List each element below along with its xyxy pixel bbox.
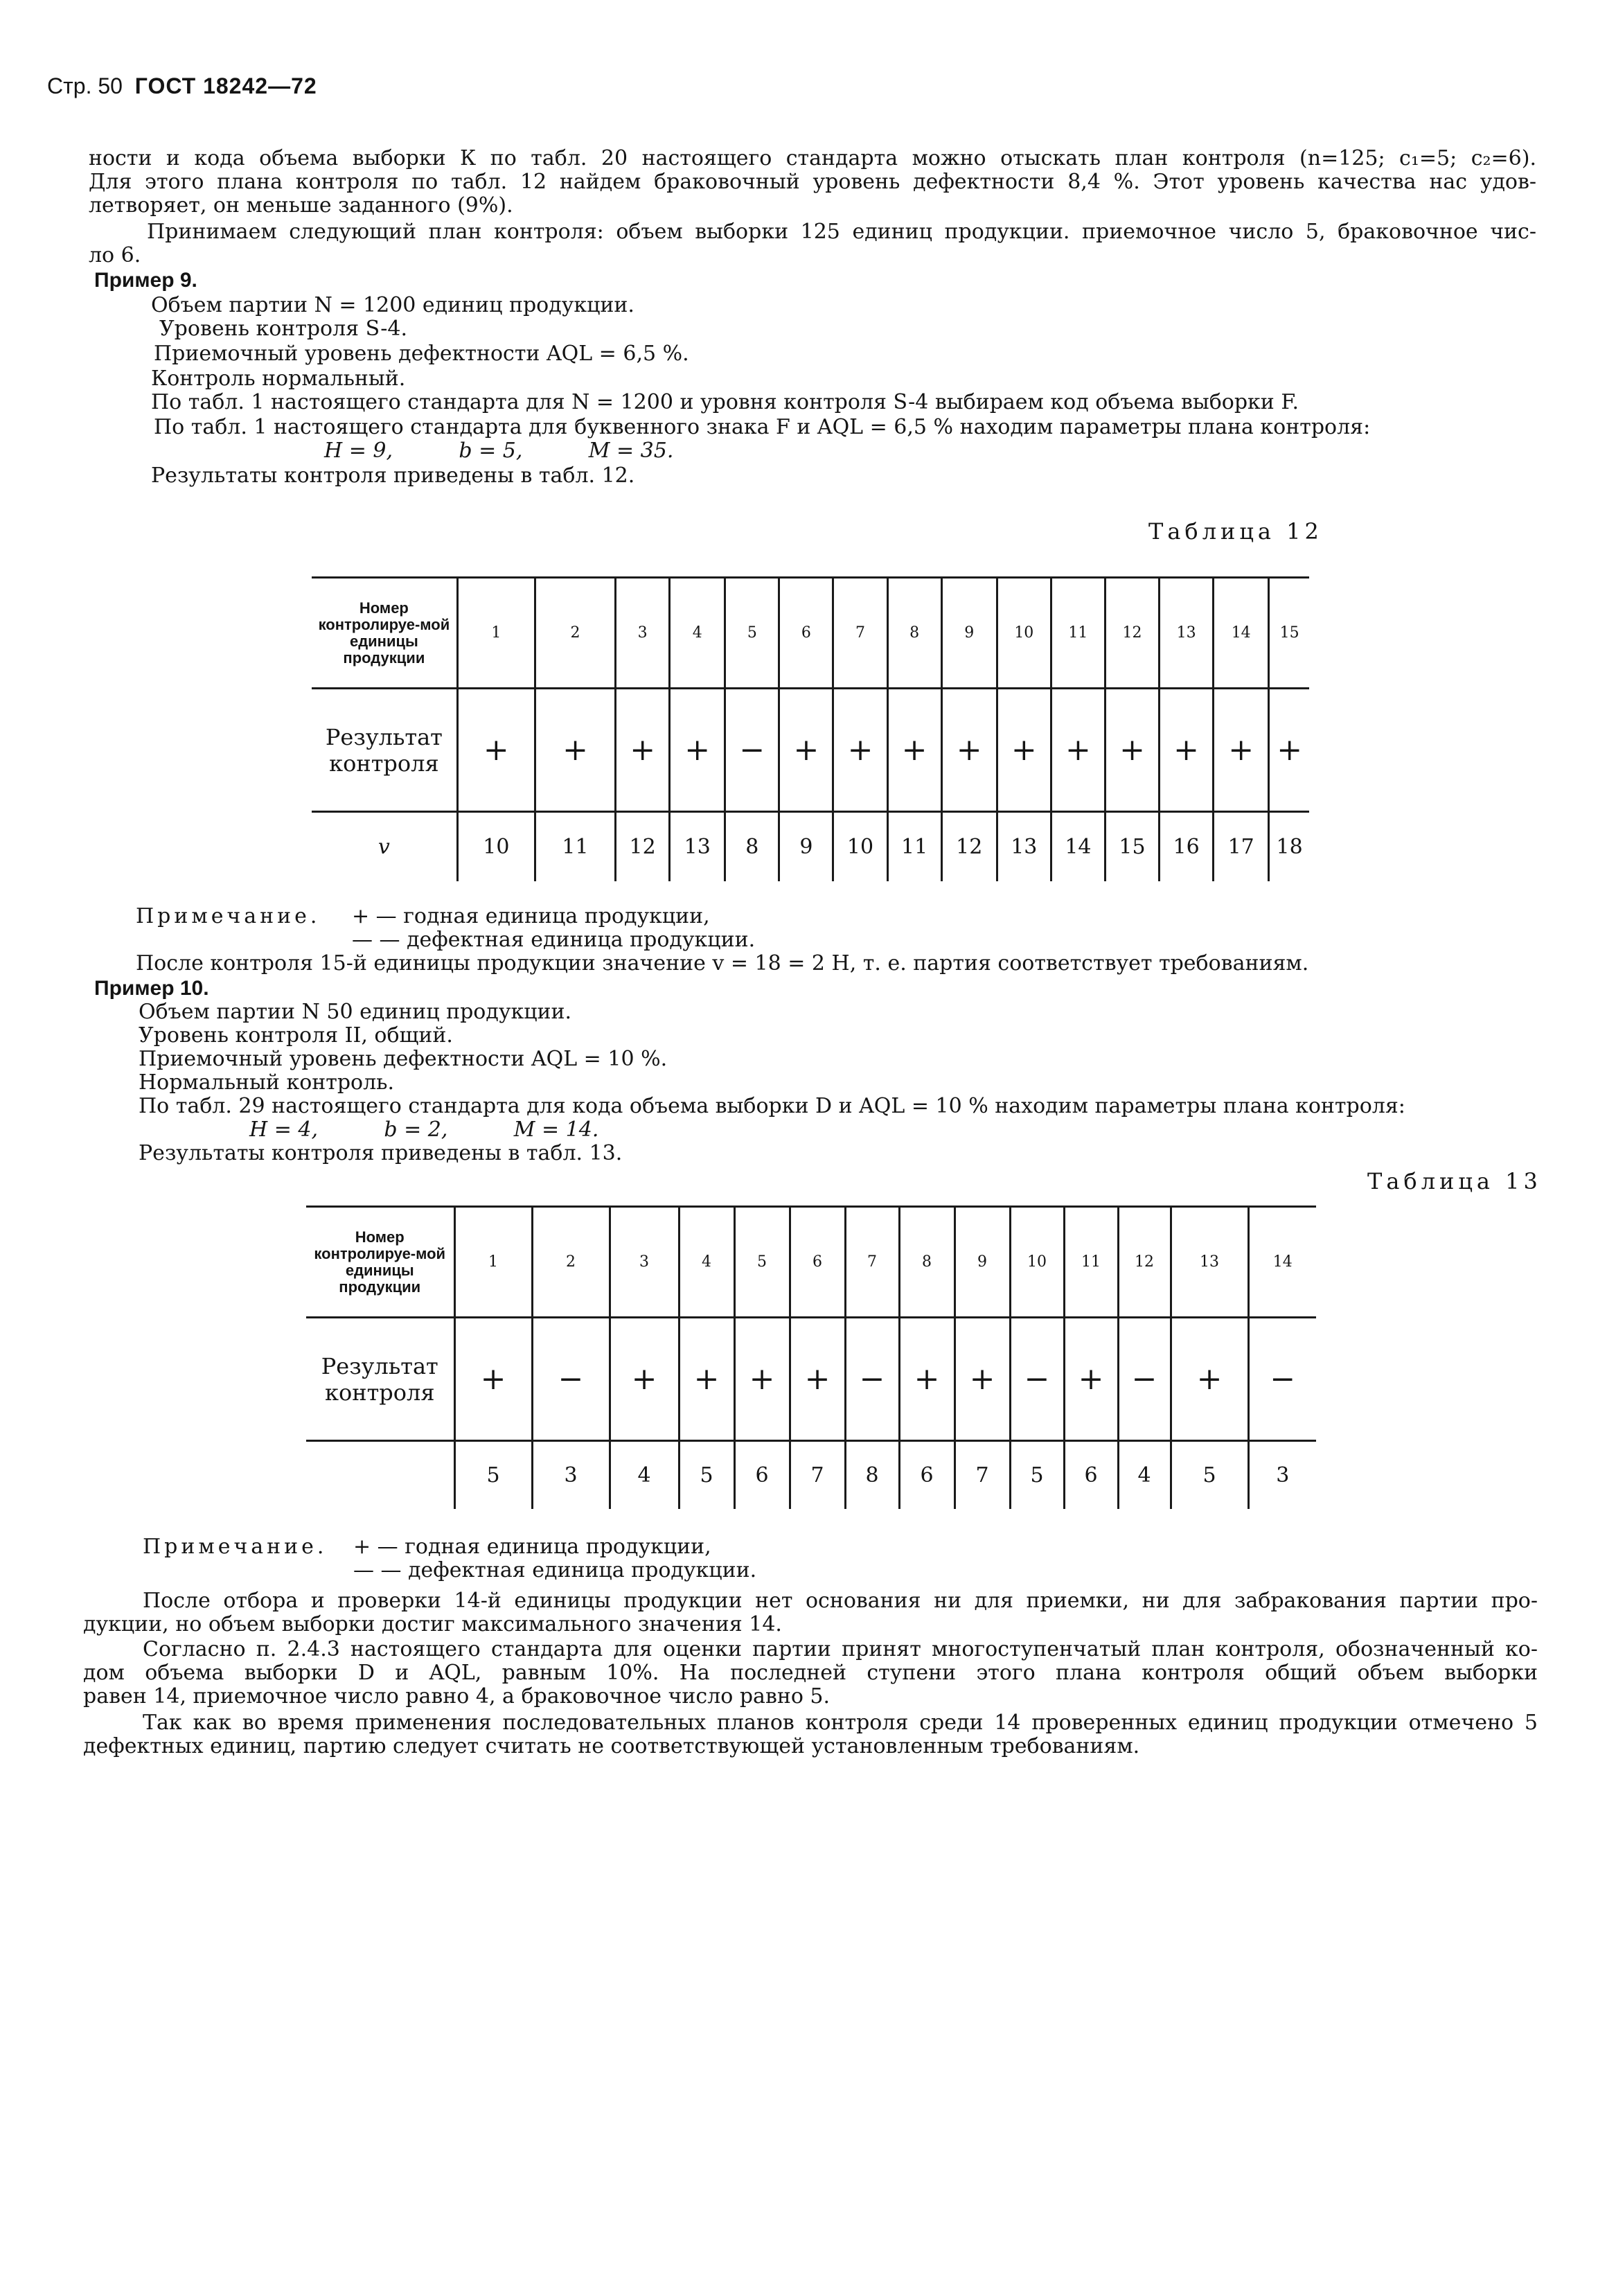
t13-result: + — [679, 1318, 734, 1441]
t13-value: 8 — [845, 1441, 899, 1509]
example-10-title: Пример 10. — [94, 977, 209, 1000]
table-12-result-label: Результат контроля — [312, 689, 457, 812]
table-13-number-row — [306, 1207, 1316, 1318]
page-header — [47, 73, 317, 99]
table-12-caption: Таблица 12 — [1148, 518, 1323, 545]
table-13-caption: Таблица 13 — [1367, 1168, 1542, 1194]
conclusion-p1a: После отбора и проверки 14-й единицы продукции нет основания ни для приемки, ни для забракования партии про- — [143, 1589, 1538, 1613]
t13-v-label-empty — [306, 1441, 454, 1509]
note-13-line-2: — — дефектная единица продукции. — [353, 1558, 757, 1582]
t12-num: 9 — [941, 578, 997, 689]
t13-result: + — [610, 1318, 679, 1441]
ex9-line-3: Приемочный уровень дефектности AQL = 6,5 %. — [154, 342, 689, 366]
t12-value: 13 — [670, 812, 725, 881]
t12-result: + — [997, 689, 1051, 812]
table-12-result-row — [312, 689, 1309, 812]
t12-num: 5 — [725, 578, 779, 689]
example-9-title: Пример 9. — [94, 269, 197, 292]
t12-result: + — [1160, 689, 1214, 812]
t12-num: 14 — [1214, 578, 1269, 689]
t12-value: 14 — [1051, 812, 1105, 881]
t12-num: 3 — [616, 578, 670, 689]
t12-result: + — [616, 689, 670, 812]
t12-value: 11 — [887, 812, 941, 881]
t13-num: 7 — [845, 1207, 899, 1318]
t13-value: 4 — [1118, 1441, 1171, 1509]
t12-value: 10 — [457, 812, 535, 881]
t12-value: 12 — [941, 812, 997, 881]
table-13-value-row — [306, 1441, 1316, 1509]
intro-line-2: Для этого плана контроля по табл. 12 найдем браковочный уровень дефектности 8,4 %. Этот уровень качества нас удов- — [89, 170, 1536, 194]
ex9-line-6: По табл. 1 настоящего стандарта для буквенного знака F и AQL = 6,5 % находим параметры плана контроля: — [154, 415, 1371, 439]
t13-result: − — [1118, 1318, 1171, 1441]
ex10-line-3: Приемочный уровень дефектности AQL = 10 %. — [139, 1047, 668, 1071]
note-12-label: Примечание. — [136, 904, 321, 928]
ex10-line-1: Объем партии N 50 единиц продукции. — [139, 1000, 572, 1024]
t13-result: + — [790, 1318, 845, 1441]
t13-result: − — [532, 1318, 610, 1441]
t12-value: 8 — [725, 812, 779, 881]
t12-value: 9 — [779, 812, 833, 881]
t13-num: 1 — [454, 1207, 532, 1318]
t13-value: 5 — [1010, 1441, 1064, 1509]
t13-result: − — [1248, 1318, 1316, 1441]
standard-id: ГОСТ 18242—72 — [134, 73, 317, 98]
ex9-params: H = 9, b = 5, M = 35. — [324, 439, 674, 463]
table-13-result-row — [306, 1318, 1316, 1441]
t12-result: + — [833, 689, 887, 812]
ex10-line-5: По табл. 29 настоящего стандарта для кода объема выборки D и AQL = 10 % находим параметры плана контроля: — [139, 1094, 1405, 1118]
t13-value: 6 — [1064, 1441, 1118, 1509]
t12-value: 15 — [1105, 812, 1159, 881]
table-13-result-label: Результат контроля — [306, 1318, 454, 1441]
t12-result: + — [457, 689, 535, 812]
conclusion-p1b: дукции, но объем выборки достиг максимального значения 14. — [83, 1612, 782, 1636]
t12-result: + — [779, 689, 833, 812]
conclusion-p2a: Согласно п. 2.4.3 настоящего стандарта для оценки партии принят многоступенчатый план контроля, обозначенный ко- — [143, 1637, 1538, 1661]
note-12-after: После контроля 15-й единицы продукции значение v = 18 = 2 H, т. е. партия соответствует требованиям. — [136, 951, 1309, 975]
note-12-line-2: — — дефектная единица продукции. — [352, 928, 756, 952]
intro-line-4: Принимаем следующий план контроля: объем выборки 125 единиц продукции. приемочное число 5, браковочное чис- — [147, 220, 1536, 244]
intro-line-3: летворяет, он меньше заданного (9%). — [89, 193, 513, 218]
table-13-header-label: Номер контролируе-мой единицы продукции — [306, 1207, 454, 1318]
t13-num: 9 — [955, 1207, 1010, 1318]
t12-value: 16 — [1160, 812, 1214, 881]
t13-num: 10 — [1010, 1207, 1064, 1318]
page-number: Стр. 50 — [47, 73, 123, 98]
t13-value: 3 — [532, 1441, 610, 1509]
table-13 — [306, 1206, 1316, 1509]
t12-num: 13 — [1160, 578, 1214, 689]
t12-result: + — [1051, 689, 1105, 812]
t13-num: 4 — [679, 1207, 734, 1318]
t13-num: 11 — [1064, 1207, 1118, 1318]
t12-value: 10 — [833, 812, 887, 881]
t12-num: 7 — [833, 578, 887, 689]
t13-num: 13 — [1171, 1207, 1248, 1318]
t12-value: 17 — [1214, 812, 1269, 881]
table-12-value-row — [312, 812, 1309, 881]
t12-value: 12 — [616, 812, 670, 881]
t12-result: + — [670, 689, 725, 812]
t12-result: + — [1105, 689, 1159, 812]
t13-result: + — [1171, 1318, 1248, 1441]
t13-num: 8 — [899, 1207, 955, 1318]
table-12 — [312, 576, 1309, 881]
t12-value: 18 — [1269, 812, 1309, 881]
conclusion-p2c: равен 14, приемочное число равно 4, а браковочное число равно 5. — [83, 1684, 831, 1708]
conclusion-p3a: Так как во время применения последовательных планов контроля среди 14 проверенных единиц продукции отмечено 5 — [143, 1711, 1538, 1735]
t12-result: + — [1269, 689, 1309, 812]
t12-result: + — [535, 689, 615, 812]
t13-num: 3 — [610, 1207, 679, 1318]
t13-value: 4 — [610, 1441, 679, 1509]
t13-num: 6 — [790, 1207, 845, 1318]
t12-result: − — [725, 689, 779, 812]
t13-result: + — [734, 1318, 790, 1441]
t12-num: 10 — [997, 578, 1051, 689]
t12-result: + — [1214, 689, 1269, 812]
t13-value: 7 — [790, 1441, 845, 1509]
t12-num: 15 — [1269, 578, 1309, 689]
t12-result: + — [887, 689, 941, 812]
ex9-line-8: Результаты контроля приведены в табл. 12. — [151, 463, 635, 488]
t12-num: 12 — [1105, 578, 1159, 689]
ex9-line-1: Объем партии N = 1200 единиц продукции. — [151, 293, 634, 317]
intro-line-1: ности и кода объема выборки К по табл. 20 настоящего стандарта можно отыскать план контроля (n=125; c₁=5; c₂=6). — [89, 146, 1536, 170]
t13-value: 5 — [1171, 1441, 1248, 1509]
ex10-line-4: Нормальный контроль. — [139, 1070, 395, 1095]
t13-value: 6 — [734, 1441, 790, 1509]
note-13-line-1: + — годная единица продукции, — [353, 1535, 711, 1559]
t13-result: + — [454, 1318, 532, 1441]
t13-num: 12 — [1118, 1207, 1171, 1318]
t13-result: − — [845, 1318, 899, 1441]
intro-line-5: ло 6. — [89, 243, 141, 267]
t12-result: + — [941, 689, 997, 812]
t13-result: + — [899, 1318, 955, 1441]
t12-num: 6 — [779, 578, 833, 689]
table-12-v-label: v — [312, 812, 457, 881]
t13-num: 14 — [1248, 1207, 1316, 1318]
ex9-line-2: Уровень контроля S-4. — [159, 317, 408, 341]
conclusion-p3b: дефектных единиц, партию следует считать не соответствующей установленным требованиям. — [83, 1734, 1140, 1758]
ex10-line-7: Результаты контроля приведены в табл. 13. — [139, 1141, 623, 1165]
t13-value: 7 — [955, 1441, 1010, 1509]
table-12-header-label: Номер контролируе-мой единицы продукции — [312, 578, 457, 689]
t13-value: 6 — [899, 1441, 955, 1509]
ex10-line-2: Уровень контроля II, общий. — [139, 1023, 453, 1048]
t13-value: 3 — [1248, 1441, 1316, 1509]
t13-value: 5 — [454, 1441, 532, 1509]
note-13-label: Примечание. — [143, 1535, 328, 1559]
t13-value: 5 — [679, 1441, 734, 1509]
t13-num: 2 — [532, 1207, 610, 1318]
t13-result: − — [1010, 1318, 1064, 1441]
note-12-line-1: + — годная единица продукции, — [352, 904, 710, 928]
t13-result: + — [955, 1318, 1010, 1441]
t12-num: 8 — [887, 578, 941, 689]
ex9-line-5: По табл. 1 настоящего стандарта для N = 1200 и уровня контроля S-4 выбираем код объема выборки F. — [151, 390, 1299, 414]
t12-value: 13 — [997, 812, 1051, 881]
ex10-params: H = 4, b = 2, M = 14. — [249, 1118, 599, 1142]
t13-result: + — [1064, 1318, 1118, 1441]
t12-num: 1 — [457, 578, 535, 689]
t12-num: 4 — [670, 578, 725, 689]
t13-num: 5 — [734, 1207, 790, 1318]
t12-num: 2 — [535, 578, 615, 689]
table-12-number-row — [312, 578, 1309, 689]
t12-value: 11 — [535, 812, 615, 881]
ex9-line-4: Контроль нормальный. — [151, 367, 406, 391]
t12-num: 11 — [1051, 578, 1105, 689]
conclusion-p2b: дом объема выборки D и AQL, равным 10%. На последней ступени этого плана контроля общий объем выборки — [83, 1661, 1538, 1685]
